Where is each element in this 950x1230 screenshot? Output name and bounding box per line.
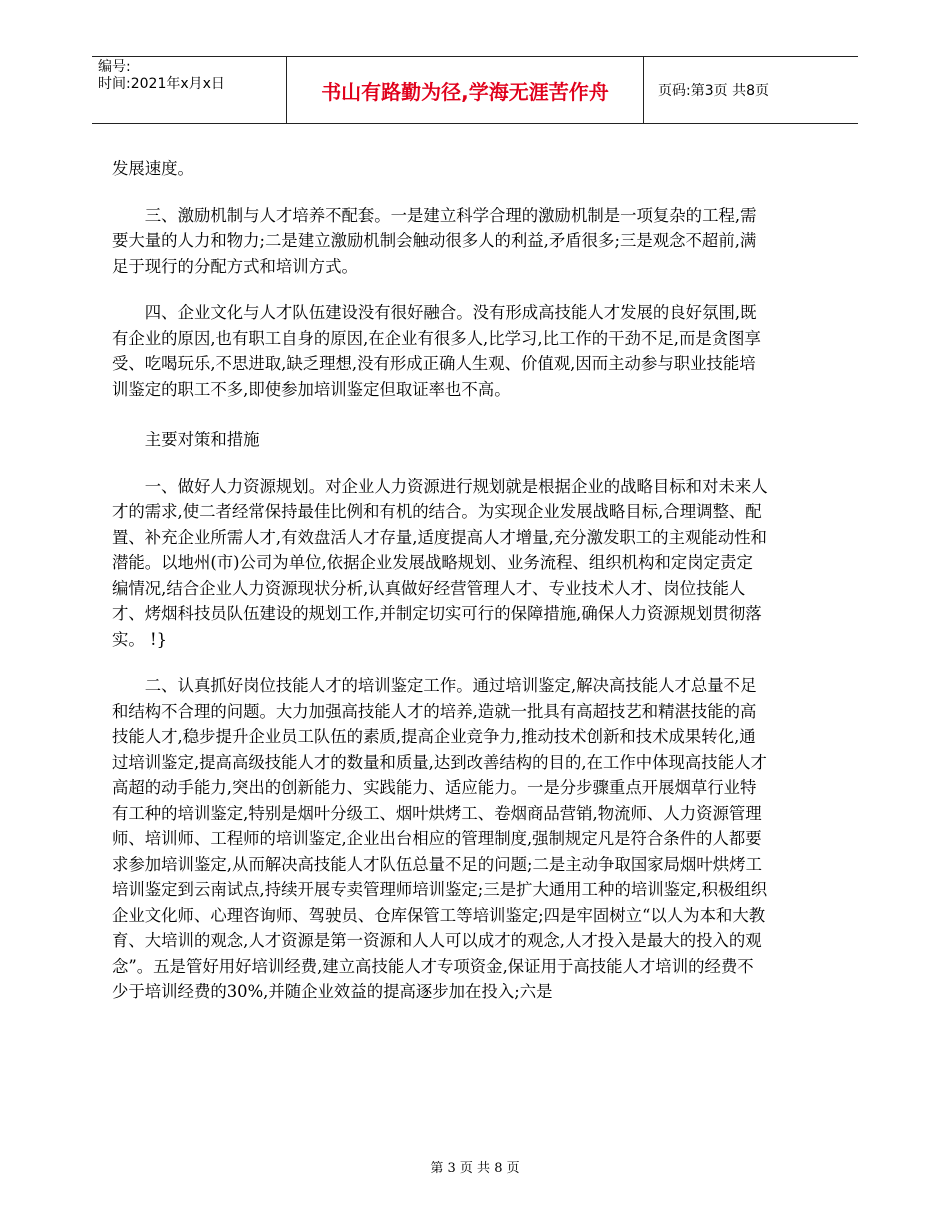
page-header — [92, 56, 858, 124]
page-footer: 第 3 页 共 8 页 — [430, 1161, 520, 1176]
paragraph-corporate-culture: 四、企业文化与人才队伍建设没有很好融合。没有形成高技能人才发展的良好氛围,既有企业的原因,也有职工自身的原因,在企业有很多人,比学习,比工作的干劲不足,而是贪图享受、吃喝玩乐,不思进取,缺乏理想,没有形成正确人生观、价值观,因而主动参与职业技能培训鉴定的职工不多,即使参加培训鉴定但取证率也不高。 — [112, 303, 761, 399]
paragraph-incentive-mechanism: 三、激励机制与人才培养不配套。一是建立科学合理的激励机制是一项复杂的工程,需要大量的人力和物力;二是建立激励机制会触动很多人的利益,矛盾很多;三是观念不超前,满足于现行的分配方式和培训方式。 — [112, 205, 757, 276]
paragraph-hr-planning: 一、做好人力资源规划。对企业人力资源进行规划就是根据企业的战略目标和对未来人才的需求,使二者经常保持最佳比例和有机的结合。为实现企业发展战略目标,合理调整、配置、补充企业所需人才,有效盘活人才存量,适度提高人才增量,充分激发职工的主观能动性和潜能。以地州(市)公司为单位,依据企业发展战略规划、业务流程、组织机构和定岗定责定编情况,结合企业人力资源现状分析,认真做好经营管理人才、专业技术人才、岗位技能人才、烤烟科技员队伍建设的规划工作,并制定切实可行的保障措施,确保人力资源规划贯彻落实。 !} — [112, 476, 768, 649]
document-body — [112, 156, 768, 1026]
header-meta — [98, 59, 280, 119]
document-time-label: 时间:2021年x月x日 — [98, 76, 225, 92]
section-heading: 主要对策和措施 — [144, 430, 260, 449]
header-motto: 书山有路勤为径,学海无涯苦作舟 — [286, 57, 644, 123]
paragraph-continuation: 发展速度。 — [112, 159, 194, 178]
header-page-info: 页码:第3页 共8页 — [658, 83, 769, 99]
document-number-label: 编号: — [98, 59, 131, 75]
paragraph-training-certification: 二、认真抓好岗位技能人才的培训鉴定工作。通过培训鉴定,解决高技能人才总量不足和结构不合理的问题。大力加强高技能人才的培养,造就一批具有高超技艺和精湛技能的高技能人才,稳步提升企业员工队伍的素质,提高企业竞争力,推动技术创新和技术成果转化,通过培训鉴定,提高高级技能人才的数量和质量,达到改善结构的目的,在工作中体现高技能人才高超的动手能力,突出的创新能力、实践能力、适应能力。一是分步骤重点开展烟草行业特有工种的培训鉴定,特别是烟叶分级工、烟叶烘烤工、卷烟商品营销,物流师、人力资源管理师、培训师、工程师的培训鉴定,企业出台相应的管理制度,强制规定凡是符合条件的人都要求参加培训鉴定,从而解决高技能人才队伍总量不足的问题;二是主动争取国家局烟叶烘烤工培训鉴定到云南试点,持续开展专卖管理师培训鉴定;三是扩大通用工种的培训鉴定,积极组织企业文化师、心理咨询师、驾驶员、仓库保管工等培训鉴定;四是牢固树立“以人为本和大教育、大培训的观念,人才资源是第一资源和人人可以成才的观念,人才投入是最大的投入的观念”。五是管好用好培训经费,建立高技能人才专项资金,保证用于高技能人才培训的经费不少于培训经费的30%,并随企业效益的提高逐步加在投入;六是 — [112, 676, 768, 1001]
